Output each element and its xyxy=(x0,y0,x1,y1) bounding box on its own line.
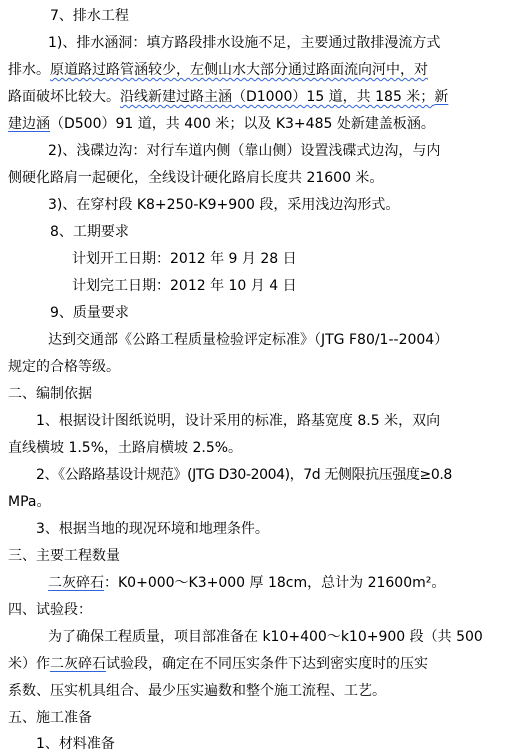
basis-3-line: 3、根据当地的现况环境和地理条件。 xyxy=(36,521,269,537)
text-segment: 排水。 xyxy=(8,62,50,78)
heading-trial-section: 四、试验段： xyxy=(8,602,92,618)
planned-start-date: 计划开工日期：2012 年 9 月 28 日 xyxy=(72,251,297,267)
grammar-underlined-text: 二灰碎石 xyxy=(48,575,104,591)
heading-compilation-basis: 二、编制依据 xyxy=(8,386,92,402)
trial-section-line-2 xyxy=(8,654,428,674)
shallow-ditch-line-1: 2)、浅碟边沟：对行车道内侧（靠山侧）设置浅碟式边沟，与内 xyxy=(48,143,441,159)
text-segment: 米）作 xyxy=(8,656,50,672)
basis-2-line-1: 2、《公路路基设计规范》(JTG D30-2004)，7d 无侧限抗压强度≥0.8 xyxy=(36,467,452,483)
text-segment: （D500）91 道，共 400 米；以及 K3+485 处新建盖板涵。 xyxy=(50,116,435,132)
grammar-underlined-text: 沿线新建过路主涵（D1000）15 道，共 185 米； xyxy=(120,89,435,105)
text-segment: 路面破坏比较大。 xyxy=(8,89,120,105)
quality-requirement-line-1: 达到交通部《公路工程质量检验评定标准》（JTG F80/1--2004） xyxy=(48,332,449,348)
text-segment: 试验段，确定在不同压实条件下达到密实度时的压实 xyxy=(106,656,428,672)
section-8-title: 8、工期要求 xyxy=(50,224,129,240)
basis-1-line-2: 直线横坡 1.5%，土路肩横坡 2.5%。 xyxy=(8,440,243,456)
drainage-culvert-line-2 xyxy=(8,60,428,80)
grammar-underlined-text: 建边涵 xyxy=(8,116,50,132)
section-9-title: 9、质量要求 xyxy=(50,305,129,321)
quantities-line xyxy=(48,573,445,593)
grammar-underlined-text: 新 xyxy=(434,89,449,105)
basis-1-line-1: 1、根据设计图纸说明，设计采用的标准，路基宽度 8.5 米，双向 xyxy=(36,413,441,429)
village-section-line: 3)、在穿村段 K8+250-K9+900 段，采用浅边沟形式。 xyxy=(48,197,400,213)
drainage-culvert-line-3 xyxy=(8,87,448,107)
heading-construction-preparation: 五、施工准备 xyxy=(8,710,92,726)
planned-end-date: 计划完工日期：2012 年 10 月 4 日 xyxy=(72,278,297,294)
shallow-ditch-line-2: 侧硬化路肩一起硬化，全线设计硬化路肩长度共 21600 米。 xyxy=(8,170,384,186)
grammar-underlined-text: 原道路过路管涵较少，左侧山水大部分通过路面流向河中，对 xyxy=(50,62,428,78)
drainage-culvert-line-4 xyxy=(8,114,435,134)
quality-requirement-line-2: 规定的合格等级。 xyxy=(8,359,120,375)
material-preparation-subheading: 1、材料准备 xyxy=(36,736,115,752)
trial-section-line-3: 系数、压实机具组合、最少压实遍数和整个施工流程、工艺。 xyxy=(8,683,386,699)
text-segment: ：K0+000～K3+000 厚 18cm，总计为 21600m²。 xyxy=(104,575,446,591)
heading-main-quantities: 三、主要工程数量 xyxy=(8,548,120,564)
trial-section-line-1: 为了确保工程质量，项目部准备在 k10+400～k10+900 段（共 500 xyxy=(48,629,483,645)
drainage-culvert-line-1: 1)、排水涵洞：填方路段排水设施不足，主要通过散排漫流方式 xyxy=(48,35,441,51)
basis-2-line-2: MPa。 xyxy=(8,494,51,510)
grammar-underlined-text: 二灰碎石 xyxy=(50,656,106,672)
section-7-title: 7、排水工程 xyxy=(50,8,129,24)
